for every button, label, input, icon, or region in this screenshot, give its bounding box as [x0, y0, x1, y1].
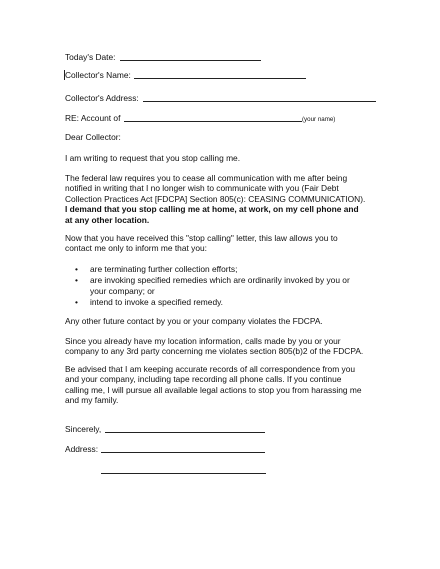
text-line: Since you already have my location information, calls made by you or your	[65, 336, 341, 346]
text-line: contact me only to inform me that you:	[65, 243, 207, 254]
text-line: and your company, including tape recording all phone calls. If you continue	[65, 374, 342, 385]
collector-address-line[interactable]	[143, 101, 376, 102]
text-line: notified in writing that I no longer wish to communicate with you (Fair Debt	[65, 183, 339, 194]
text-line: Be advised that I am keeping accurate records of all correspondence from you	[65, 364, 356, 374]
intro-sentence: I am writing to request that you stop calling me.	[65, 153, 241, 163]
date-line[interactable]	[120, 60, 261, 61]
account-name-line[interactable]	[124, 121, 302, 122]
paragraph-records	[65, 364, 395, 406]
sincerely-label: Sincerely,	[65, 424, 102, 434]
signature-line[interactable]	[105, 432, 265, 433]
text-line: Now that you have received this "stop calling" letter, this law allows you to	[65, 233, 338, 243]
collector-address-label: Collector's Address:	[65, 93, 139, 103]
bullet-item: are invoking specified remedies which are ordinarily invoked by you or	[90, 275, 350, 285]
text-line: The federal law requires you to cease all communication with me after being	[65, 173, 348, 183]
bullet-item: intend to invoke a specified remedy.	[90, 297, 223, 307]
text-line: calling me, I will pursue all available legal actions to stop you from harassing me	[65, 384, 362, 395]
collector-name-label: Collector's Name:	[65, 70, 131, 80]
paragraph-third-party	[65, 336, 395, 357]
collector-name-line[interactable]	[134, 78, 306, 79]
bullet-item: are terminating further collection efforts;	[90, 264, 238, 274]
demand-line: I demand that you stop calling me at home, at work, on my cell phone and	[65, 204, 359, 215]
date-label: Today's Date:	[65, 52, 116, 62]
bullet-dot-icon: •	[75, 264, 78, 274]
paragraph-stop-calling	[65, 233, 395, 254]
paragraph-violation: Any other future contact by you or your company violates the FDCPA.	[65, 316, 323, 326]
salutation: Dear Collector:	[65, 132, 121, 142]
your-name-hint: (your name)	[302, 116, 336, 123]
text-line: and my family.	[65, 395, 119, 406]
bullet-item-continued: your company; or	[90, 286, 155, 296]
demand-line: at any other location.	[65, 214, 150, 225]
text-line: Collection Practices Act [FDCPA] Section 805(c): CEASING COMMUNICATION).	[65, 193, 366, 204]
address-line-1[interactable]	[101, 452, 265, 453]
text-line: company to any 3rd party concerning me violates section 805(b)2 of the FDCPA.	[65, 346, 364, 357]
paragraph-federal-law	[65, 173, 395, 225]
re-label: RE: Account of	[65, 113, 121, 123]
address-line-2[interactable]	[101, 473, 266, 474]
bullet-dot-icon: •	[75, 297, 78, 307]
bullet-dot-icon: •	[75, 275, 78, 285]
address-label: Address:	[65, 444, 99, 454]
